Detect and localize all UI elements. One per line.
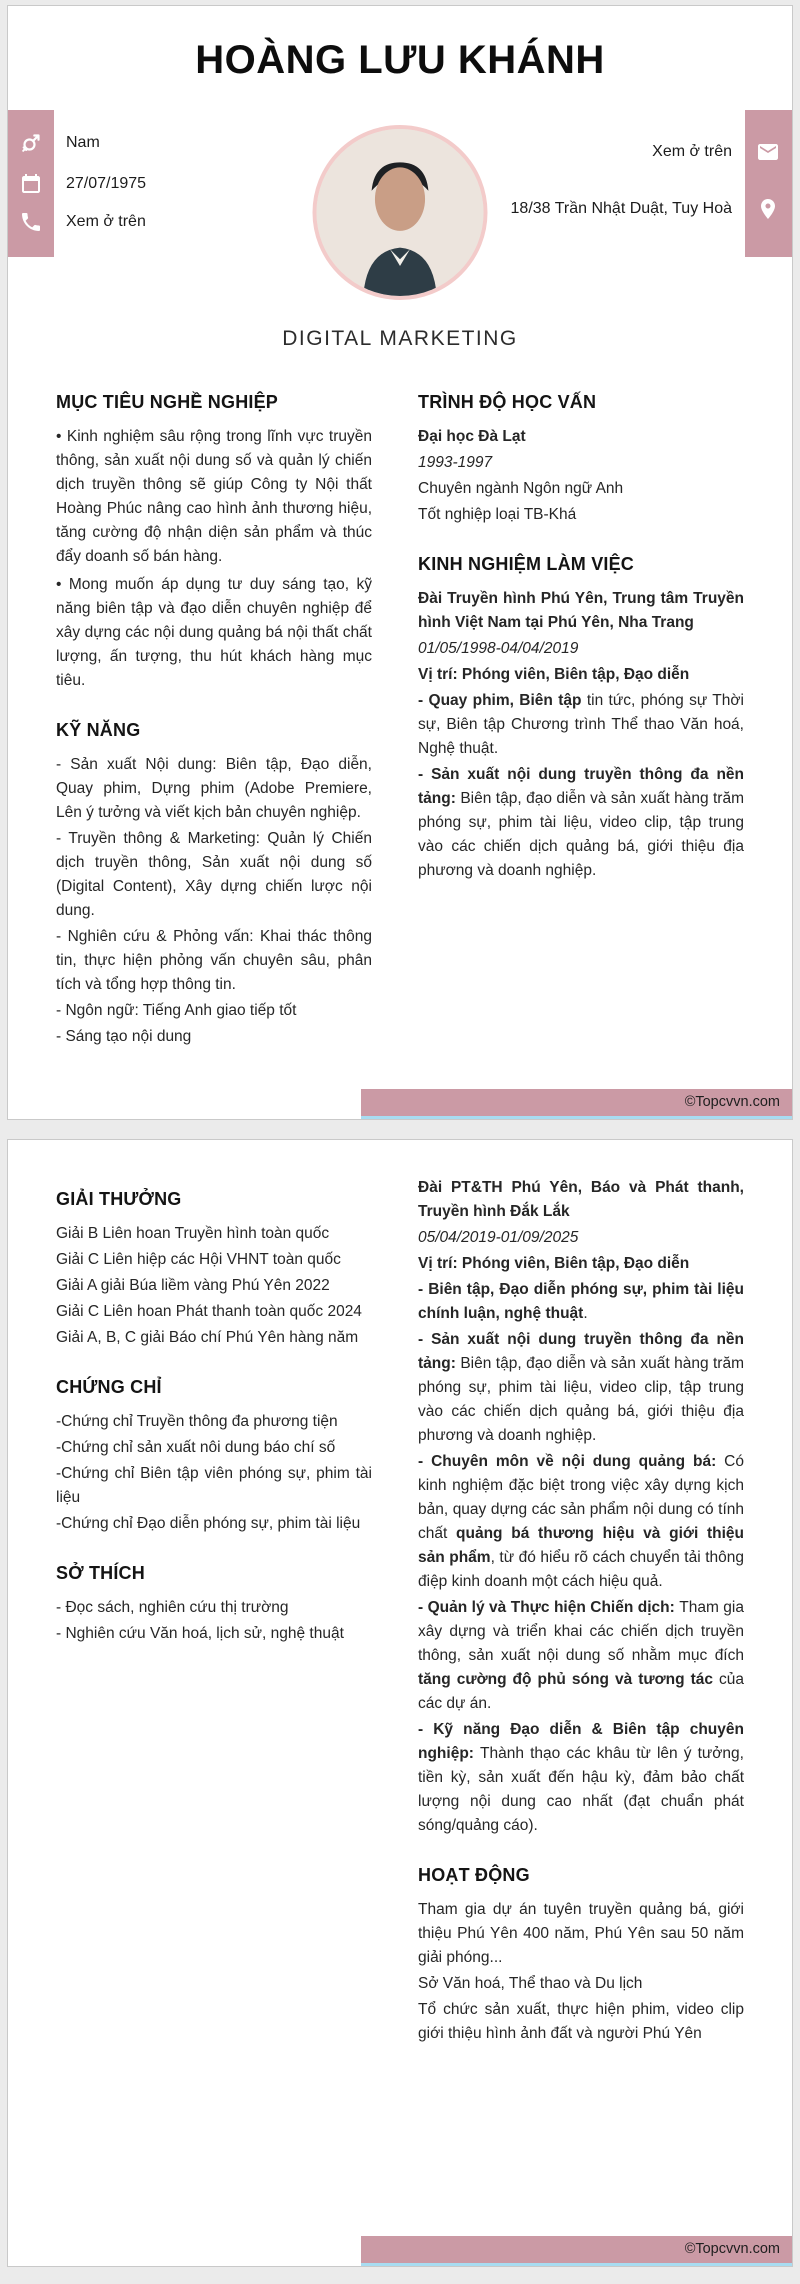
skill-item: - Truyền thông & Marketing: Quản lý Chiến dịch truyền thông, Sản xuất nội dung số (Digital Content), Xây dựng chiến lược nội dung. [56,830,372,920]
activity-line: Tổ chức sản xuất, thực hiện phim, video clip giới thiệu hình ảnh đất và người Phú Yên [418,2001,744,2043]
page-1 [7,5,793,1120]
page1-right-column [418,377,744,1051]
page2-left-column [56,1176,372,2048]
section-title-education: TRÌNH ĐỘ HỌC VẤN [418,392,597,412]
award-item: Giải A, B, C giải Báo chí Phú Yên hàng năm [56,1328,359,1346]
job-position: Vị trí: Phóng viên, Biên tập, Đạo diễn [418,1255,690,1273]
page2-columns [8,1140,792,2048]
section-title-skills: KỸ NĂNG [56,720,141,741]
phone-value: Xem ở trên [66,213,146,230]
objective-paragraph: • Mong muốn áp dụng tư duy sáng tạo, kỹ năng biên tập và đạo diễn chuyên nghiệp để xây dựng các nội dung quảng bá nội thất chất lượng, ấn tượng, thu hút khách hàng mục tiêu. [56,575,372,690]
birthdate-value: 27/07/1975 [66,175,147,192]
email-value: Xem ở trên [652,143,732,160]
footer-bar [361,1089,792,1119]
award-item: Giải B Liên hoan Truyền hình toàn quốc [56,1224,330,1242]
page-2 [7,1139,793,2267]
job-bullet: - Quay phim, Biên tập tin tức, phóng sự Thời sự, Biên tập Chương trình Thể thao Văn hoá, Nghệ thuật. [418,691,744,757]
gender-value: Nam [66,134,100,151]
education-grade: Tốt nghiệp loại TB-Khá [418,505,577,523]
page1-left-column [56,377,372,1051]
objective-paragraph: • Kinh nghiệm sâu rộng trong lĩnh vực truyền thông, sản xuất nội dung số và quản lý chiến dịch truyền thông sẽ giúp Công ty Nội thất Hoàng Phúc nâng cao hình ảnh thương hiệu, tăng cường độ nhận diện sản phẩm và thúc đẩy doanh số bán hàng. [56,427,372,565]
certificate-item: -Chứng chỉ Đạo diễn phóng sự, phim tài liệu [56,1514,361,1532]
hobby-item: - Đọc sách, nghiên cứu thị trường [56,1598,289,1616]
job-bullet: - Sản xuất nội dung truyền thông đa nền tảng: Biên tập, đạo diễn và sản xuất hàng trăm phóng sự, phim tài liệu, video clip, tập trung vào các chiến dịch quảng bá, giới thiệu địa phương và doanh nghiệp. [418,765,745,880]
certificate-item: -Chứng chỉ sản xuất nôi dung báo chí số [56,1438,336,1456]
activity-line: Tham gia dự án tuyên truyền quảng bá, giới thiệu Phú Yên 400 năm, Phú Yên sau 50 năm giải phóng... [418,1901,744,1967]
section-title-experience: KINH NGHIỆM LÀM VIỆC [418,553,635,574]
section-title-objective: MỤC TIÊU NGHỀ NGHIỆP [56,392,279,412]
job-company: Đài PT&TH Phú Yên, Báo và Phát thanh, Truyền hình Đắk Lắk [418,1179,744,1221]
section-title-activities: HOẠT ĐỘNG [418,1865,530,1886]
section-title-certificates: CHỨNG CHỈ [56,1376,162,1397]
address-value: 18/38 Trần Nhật Duật, Tuy Hoà [510,200,732,217]
right-accent-bar [745,110,792,257]
footer-credit: ©Topcvvn.com [684,2241,780,2257]
award-item: Giải C Liên hoan Phát thanh toàn quốc 2024 [56,1302,362,1320]
job-bullet: - Sản xuất nội dung truyền thông đa nền tảng: Biên tập, đạo diễn và sản xuất hàng trăm phóng sự, phim tài liệu, video clip, tập trung vào các chiến dịch quảng bá, giới thiệu địa phương và doanh nghiệp. [418,1331,745,1445]
job-dates: 01/05/1998-04/04/2019 [418,639,579,657]
education-major: Chuyên ngành Ngôn ngữ Anh [418,479,624,497]
skill-item: - Nghiên cứu & Phỏng vấn: Khai thác thông tin, thực hiện phỏng vấn chuyên sâu, phân tích và tổng hợp thông tin. [56,928,372,994]
job-bullet: - Kỹ năng Đạo diễn & Biên tập chuyên nghiệp: Thành thạo các khâu từ lên ý tưởng, tiền kỳ, sản xuất đến hậu kỳ, đảm bảo chất lượng nội dung cao nhất (đạt chuẩn phát sóng/quảng cáo). [418,1721,744,1835]
skill-item: - Sáng tạo nội dung [56,1028,192,1046]
skill-item: - Ngôn ngữ: Tiếng Anh giao tiếp tốt [56,1002,297,1020]
award-item: Giải A giải Búa liềm vàng Phú Yên 2022 [56,1276,330,1294]
calendar-icon [19,172,43,196]
education-school: Đại học Đà Lạt [418,427,526,445]
section-title-awards: GIẢI THƯỞNG [56,1189,182,1209]
mail-icon [756,140,780,164]
footer-credit: ©Topcvvn.com [684,1094,780,1110]
footer-bar [361,2236,792,2266]
job-company: Đài Truyền hình Phú Yên, Trung tâm Truyền hình Việt Nam tại Phú Yên, Nha Trang [418,589,744,631]
job-title: DIGITAL MARKETING [282,327,518,350]
activity-line: Sở Văn hoá, Thể thao và Du lịch [418,1975,643,1993]
candidate-name: HOÀNG LƯU KHÁNH [195,38,605,82]
skill-item: - Sản xuất Nội dung: Biên tập, Đạo diễn, Quay phim, Dựng phim (Adobe Premiere, Lên ý tưởng và viết kịch bản chuyên nghiệp. [56,755,372,821]
certificate-item: -Chứng chỉ Biên tập viên phóng sự, phim tài liệu [56,1464,372,1506]
job-bullet: - Chuyên môn về nội dung quảng bá: Có kinh nghiệm đặc biệt trong việc xây dựng kịch bản, quay dựng các sản phẩm nội dung có tính chất quảng bá thương hiệu và giới thiệu sản phẩm, từ đó hiểu rõ cách chuyển tải thông điệp kinh doanh một cách hiệu quả. [418,1453,744,1591]
certificate-item: -Chứng chỉ Truyền thông đa phương tiện [56,1412,338,1430]
page1-columns [8,377,792,1051]
gender-icon [19,131,43,155]
phone-icon [19,210,43,234]
location-icon [756,197,780,221]
job-position: Vị trí: Phóng viên, Biên tập, Đạo diễn [418,665,690,683]
contact-band [8,110,792,257]
section-title-hobbies: SỞ THÍCH [56,1562,145,1583]
job-dates: 05/04/2019-01/09/2025 [418,1229,579,1247]
award-item: Giải C Liên hiệp các Hội VHNT toàn quốc [56,1250,341,1268]
education-years: 1993-1997 [418,453,493,471]
page2-right-column [418,1176,744,2048]
profile-photo [313,125,488,300]
job-bullet: - Biên tập, Đạo diễn phóng sự, phim tài liệu chính luận, nghệ thuật. [418,1281,744,1323]
job-bullet: - Quản lý và Thực hiện Chiến dịch: Tham gia xây dựng và triển khai các chiến dịch truyền thông, sản xuất nội dung số nhằm mục đích tăng cường độ phủ sóng và tương tác của các dự án. [418,1599,744,1713]
hobby-item: - Nghiên cứu Văn hoá, lịch sử, nghệ thuật [56,1624,344,1642]
